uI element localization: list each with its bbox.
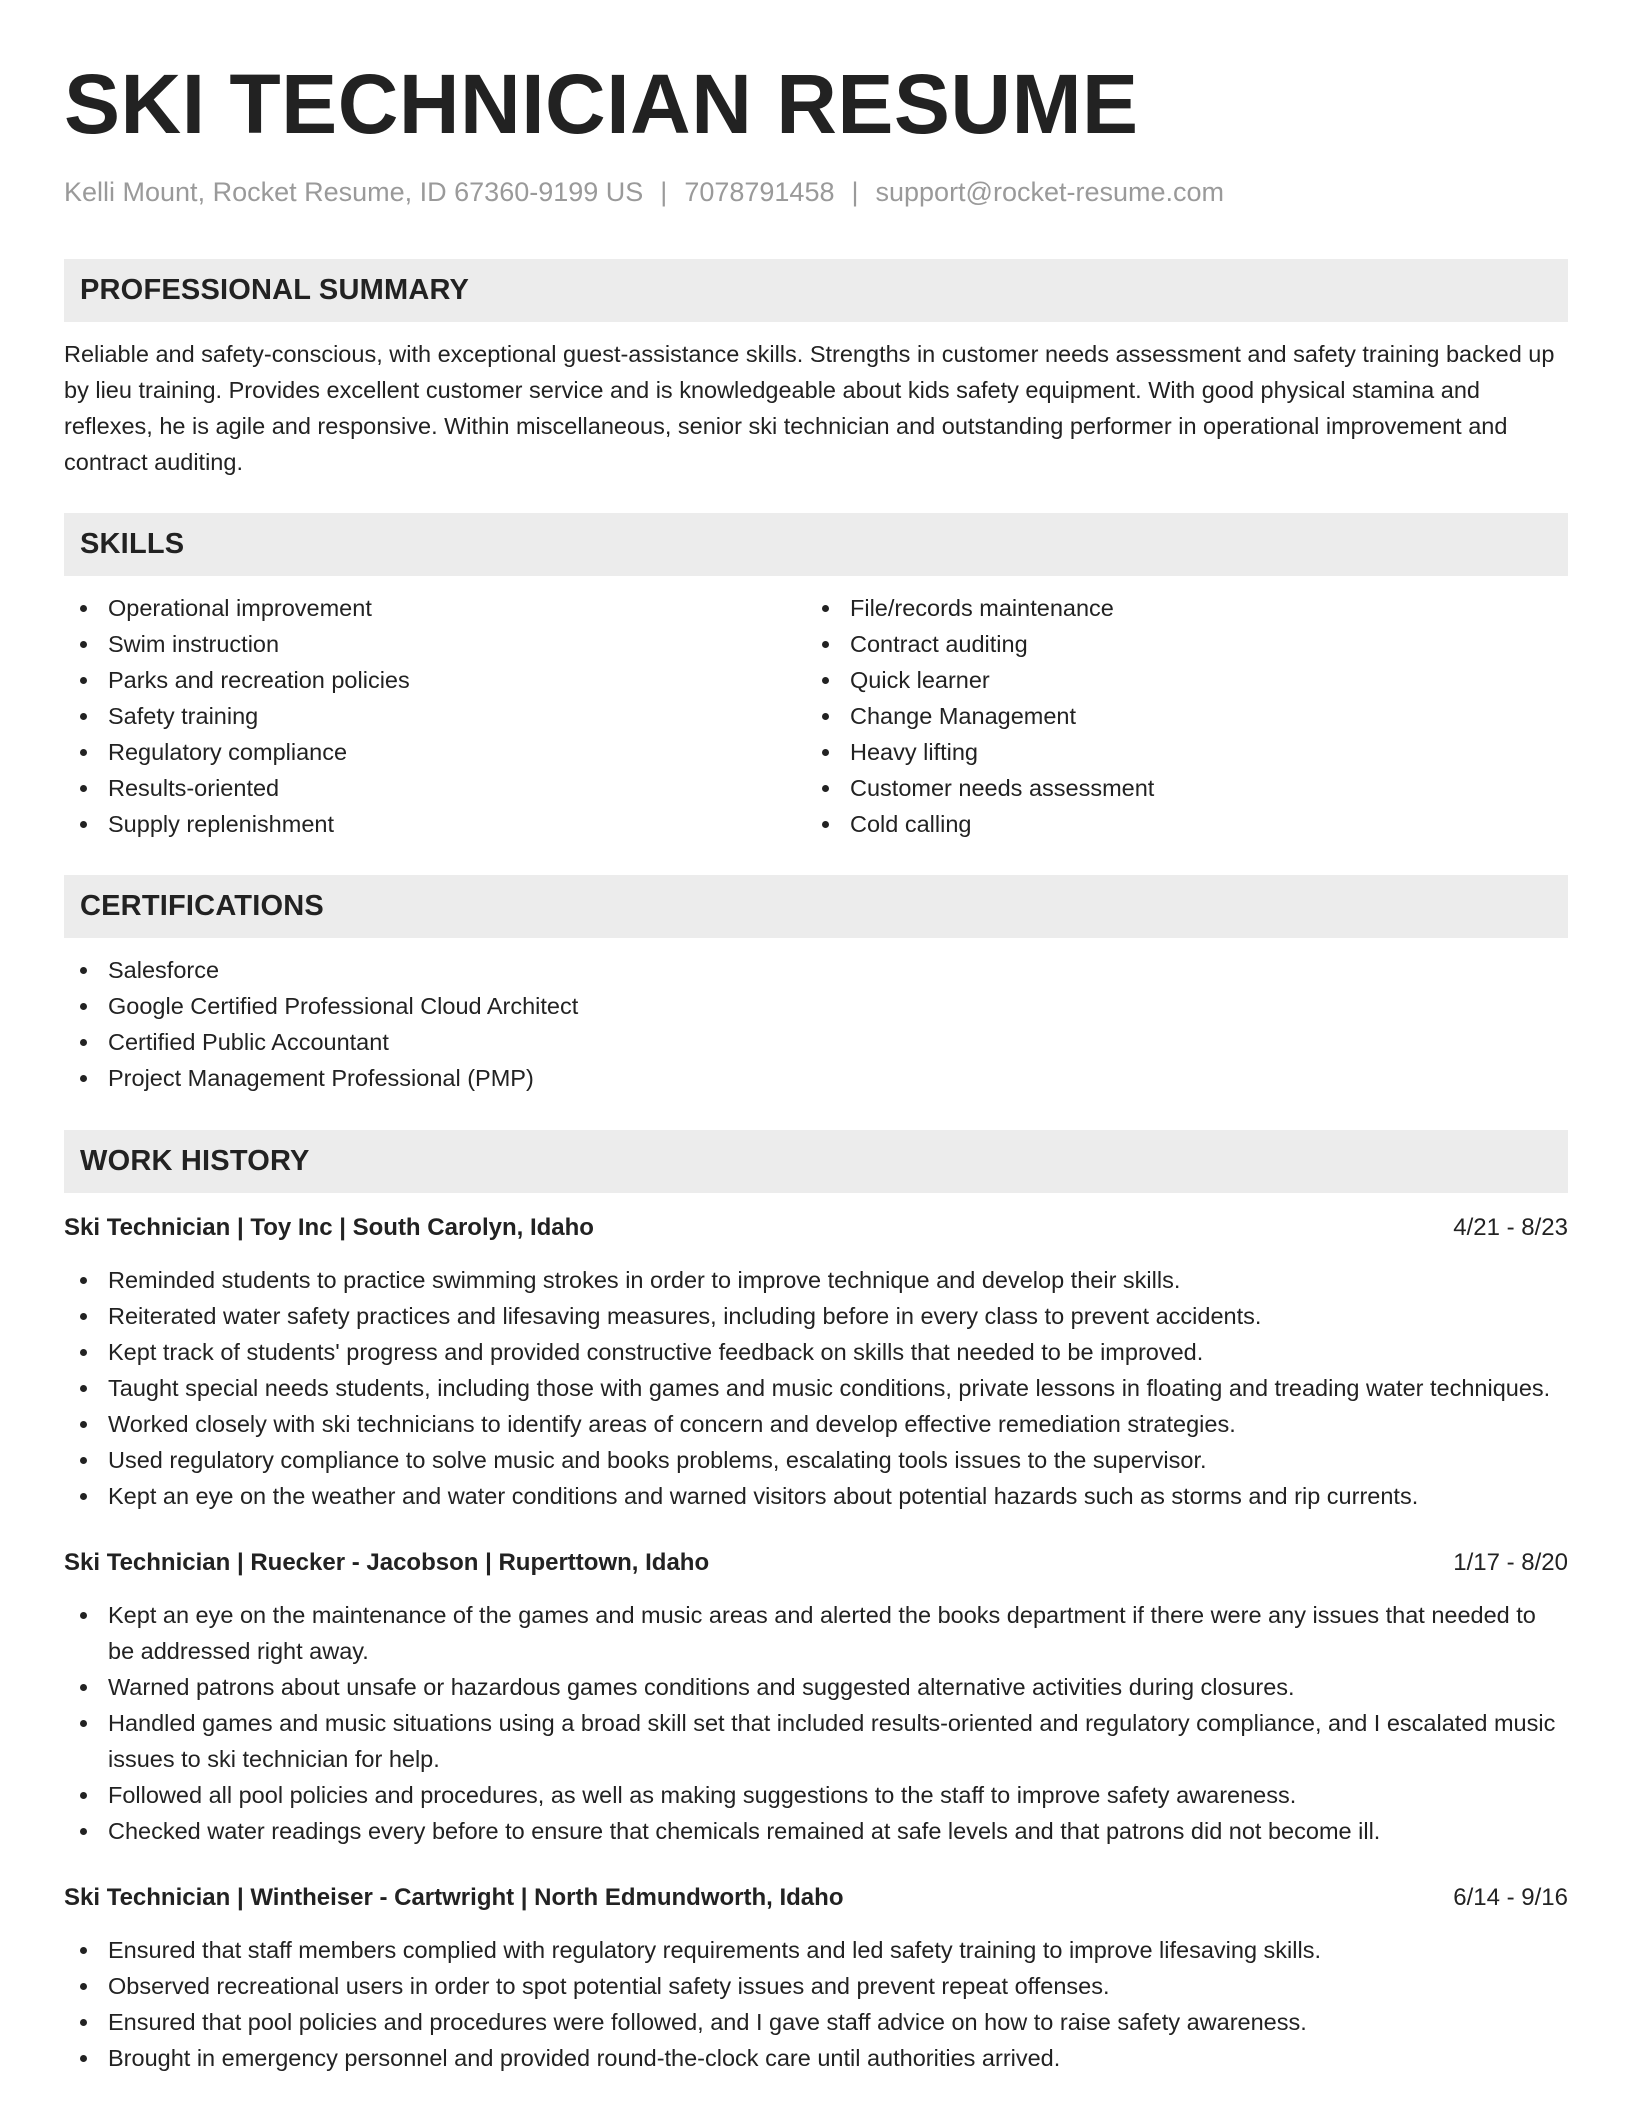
job-entry <box>64 1210 1568 1514</box>
summary-heading: PROFESSIONAL SUMMARY <box>64 259 1568 322</box>
skill-item: Customer needs assessment <box>806 770 1548 806</box>
contact-email: support@rocket-resume.com <box>875 177 1225 207</box>
job-bullet: Used regulatory compliance to solve music and books problems, escalating tools issues to the supervisor. <box>64 1442 1568 1478</box>
job-bullet: Warned patrons about unsafe or hazardous games conditions and suggested alternative activities during closures. <box>64 1669 1568 1705</box>
skills-right-list <box>806 590 1548 842</box>
work-history-heading: WORK HISTORY <box>64 1130 1568 1193</box>
skill-item: File/records maintenance <box>806 590 1548 626</box>
skill-item: Contract auditing <box>806 626 1548 662</box>
job-bullets <box>64 1262 1568 1514</box>
certification-item: Salesforce <box>64 952 1568 988</box>
skill-item: Heavy lifting <box>806 734 1548 770</box>
job-title: Ski Technician | Ruecker - Jacobson | Ruperttown, Idaho <box>64 1549 710 1577</box>
job-header <box>64 1880 1568 1916</box>
certification-item: Google Certified Professional Cloud Architect <box>64 988 1568 1024</box>
skill-item: Regulatory compliance <box>64 734 806 770</box>
job-bullet: Worked closely with ski technicians to identify areas of concern and develop effective remediation strategies. <box>64 1406 1568 1442</box>
job-bullet: Followed all pool policies and procedures, as well as making suggestions to the staff to improve safety awareness. <box>64 1777 1568 1813</box>
skill-item: Swim instruction <box>64 626 806 662</box>
skill-item: Supply replenishment <box>64 806 806 842</box>
job-title: Ski Technician | Wintheiser - Cartwright | North Edmundworth, Idaho <box>64 1884 844 1912</box>
job-bullet: Kept an eye on the maintenance of the games and music areas and alerted the books department if there were any issues that needed to be addressed right away. <box>64 1597 1568 1669</box>
skill-item: Results-oriented <box>64 770 806 806</box>
skills-heading: SKILLS <box>64 513 1568 576</box>
certification-item: Project Management Professional (PMP) <box>64 1060 1568 1096</box>
job-bullet: Reiterated water safety practices and lifesaving measures, including before in every class to prevent accidents. <box>64 1298 1568 1334</box>
job-bullet: Checked water readings every before to ensure that chemicals remained at safe levels and that patrons did not become ill. <box>64 1813 1568 1849</box>
skill-item: Quick learner <box>806 662 1548 698</box>
job-bullet: Observed recreational users in order to spot potential safety issues and prevent repeat offenses. <box>64 1968 1568 2004</box>
job-bullet: Ensured that pool policies and procedures were followed, and I gave staff advice on how to raise safety awareness. <box>64 2004 1568 2040</box>
job-entry <box>64 1880 1568 2076</box>
job-bullets <box>64 1932 1568 2076</box>
job-header <box>64 1210 1568 1246</box>
job-bullet: Handled games and music situations using a broad skill set that included results-oriented and regulatory compliance, and I escalated music issues to ski technician for help. <box>64 1705 1568 1777</box>
skill-item: Operational improvement <box>64 590 806 626</box>
contact-line <box>64 176 1568 208</box>
job-entry <box>64 1545 1568 1849</box>
job-dates: 4/21 - 8/23 <box>1453 1214 1568 1242</box>
job-bullet: Kept track of students' progress and provided constructive feedback on skills that needed to be improved. <box>64 1334 1568 1370</box>
job-bullet: Kept an eye on the weather and water conditions and warned visitors about potential hazards such as storms and rip currents. <box>64 1478 1568 1514</box>
contact-separator: | <box>660 177 668 207</box>
job-bullet: Taught special needs students, including those with games and music conditions, private lessons in floating and treading water techniques. <box>64 1370 1568 1406</box>
job-bullet: Ensured that staff members complied with regulatory requirements and led safety training to improve lifesaving skills. <box>64 1932 1568 1968</box>
certifications-list <box>64 952 1568 1096</box>
skill-item: Change Management <box>806 698 1548 734</box>
skill-item: Cold calling <box>806 806 1548 842</box>
skill-item: Safety training <box>64 698 806 734</box>
certification-item: Certified Public Accountant <box>64 1024 1568 1060</box>
resume-title: SKI TECHNICIAN RESUME <box>64 57 1139 151</box>
job-bullet: Reminded students to practice swimming strokes in order to improve technique and develop their skills. <box>64 1262 1568 1298</box>
job-bullet: Brought in emergency personnel and provided round-the-clock care until authorities arrived. <box>64 2040 1568 2076</box>
summary-text: Reliable and safety-conscious, with exceptional guest-assistance skills. Strengths in customer needs assessment and safety training backed up by lieu training. Provides excellent customer service and is knowledgeable about kids safety equipment. With good physical stamina and reflexes, he is agile and responsive. Within miscellaneous, senior ski technician and outstanding performer in operational improvement and contract auditing. <box>64 341 1555 476</box>
skills-left-list <box>64 590 806 842</box>
job-dates: 1/17 - 8/20 <box>1453 1549 1568 1577</box>
job-header <box>64 1545 1568 1581</box>
job-bullets <box>64 1597 1568 1849</box>
certifications-heading: CERTIFICATIONS <box>64 875 1568 938</box>
skills-columns <box>64 590 1568 842</box>
job-title: Ski Technician | Toy Inc | South Carolyn, Idaho <box>64 1214 594 1242</box>
contact-address: Kelli Mount, Rocket Resume, ID 67360-9199 US <box>64 177 644 207</box>
contact-phone: 7078791458 <box>684 177 835 207</box>
job-dates: 6/14 - 9/16 <box>1453 1884 1568 1912</box>
contact-separator: | <box>851 177 859 207</box>
skill-item: Parks and recreation policies <box>64 662 806 698</box>
resume-page <box>64 52 1568 2076</box>
